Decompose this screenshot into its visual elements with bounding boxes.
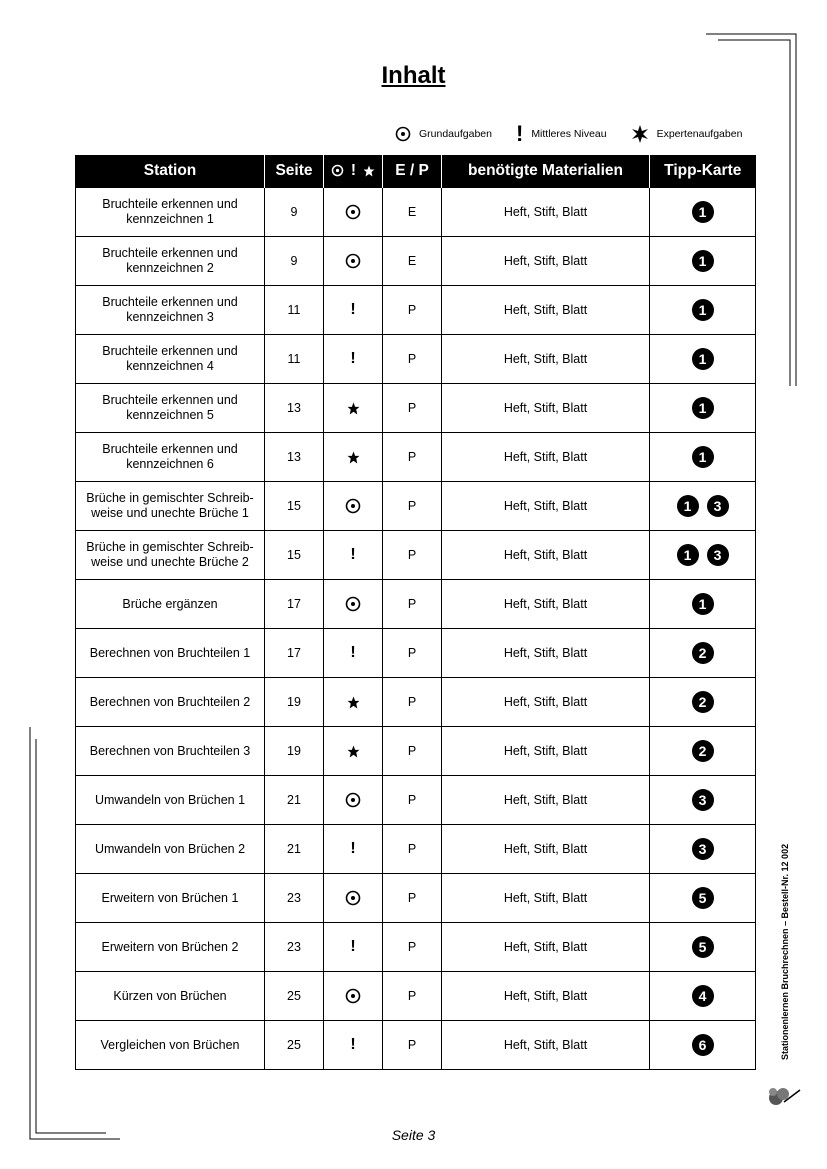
table-row	[76, 825, 756, 874]
star-icon	[347, 451, 360, 464]
table-row	[76, 923, 756, 972]
circle-dot-icon	[331, 164, 344, 177]
tipp-cell	[650, 482, 756, 531]
ep-cell: P	[383, 923, 442, 972]
niveau-cell	[324, 776, 383, 825]
tipp-cell	[650, 727, 756, 776]
table-row	[76, 335, 756, 384]
station-cell: Brüche ergänzen	[76, 580, 265, 629]
circle-dot-icon	[345, 498, 361, 514]
exclamation-icon: !	[350, 938, 356, 956]
niveau-cell	[324, 629, 383, 678]
star-icon	[347, 402, 360, 415]
ep-cell: P	[383, 384, 442, 433]
niveau-cell	[324, 1021, 383, 1070]
niveau-cell	[324, 188, 383, 237]
table-row	[76, 482, 756, 531]
station-cell: Vergleichen von Brüchen	[76, 1021, 265, 1070]
tipp-cell	[650, 580, 756, 629]
contents-table	[75, 155, 756, 1070]
station-cell: Umwandeln von Brüchen 2	[76, 825, 265, 874]
tipp-cell	[650, 433, 756, 482]
table-row	[76, 629, 756, 678]
header-niveau	[324, 155, 383, 188]
ep-cell: P	[383, 433, 442, 482]
tipp-badge: 2	[692, 740, 714, 762]
tipp-cell	[650, 825, 756, 874]
tipp-cell	[650, 531, 756, 580]
station-cell: Brüche in gemischter Schreib-weise und unechte Brüche 2	[76, 531, 265, 580]
circle-dot-icon	[395, 126, 411, 142]
table-row	[76, 776, 756, 825]
materialien-cell: Heft, Stift, Blatt	[442, 286, 650, 335]
tipp-badge: 1	[677, 544, 699, 566]
header-station: Station	[76, 155, 265, 188]
ep-cell: P	[383, 531, 442, 580]
circle-dot-icon	[345, 596, 361, 612]
seite-cell: 23	[265, 874, 324, 923]
materialien-cell: Heft, Stift, Blatt	[442, 874, 650, 923]
legend	[395, 122, 742, 146]
side-caption: Stationenlernen Bruchrechnen – Bestell-Nr. 12 002	[780, 843, 790, 1060]
tipp-badge: 1	[677, 495, 699, 517]
exclamation-icon: !	[350, 1036, 356, 1054]
table-row	[76, 188, 756, 237]
tipp-cell	[650, 678, 756, 727]
tipp-cell	[650, 237, 756, 286]
seite-cell: 17	[265, 629, 324, 678]
ep-cell: E	[383, 237, 442, 286]
table-row	[76, 286, 756, 335]
exclamation-icon: !	[350, 301, 356, 319]
star-icon	[347, 745, 360, 758]
niveau-cell	[324, 286, 383, 335]
header-materialien: benötigte Materialien	[442, 155, 650, 188]
page-number: Seite 3	[391, 1127, 436, 1143]
station-cell: Erweitern von Brüchen 1	[76, 874, 265, 923]
materialien-cell: Heft, Stift, Blatt	[442, 727, 650, 776]
star-icon	[363, 165, 375, 177]
ep-cell: P	[383, 825, 442, 874]
niveau-cell	[324, 972, 383, 1021]
header-ep: E / P	[383, 155, 442, 188]
tipp-badge: 1	[692, 348, 714, 370]
seite-cell: 19	[265, 678, 324, 727]
legend-label: Grundaufgaben	[419, 128, 492, 140]
table-row	[76, 433, 756, 482]
materialien-cell: Heft, Stift, Blatt	[442, 482, 650, 531]
materialien-cell: Heft, Stift, Blatt	[442, 237, 650, 286]
niveau-cell	[324, 580, 383, 629]
tipp-cell	[650, 629, 756, 678]
exclamation-icon: !	[515, 121, 524, 146]
tipp-badge: 1	[692, 201, 714, 223]
circle-dot-icon	[345, 988, 361, 1004]
tipp-badge: 1	[692, 593, 714, 615]
materialien-cell: Heft, Stift, Blatt	[442, 923, 650, 972]
niveau-cell	[324, 482, 383, 531]
niveau-cell	[324, 433, 383, 482]
tipp-badge: 1	[692, 299, 714, 321]
seite-cell: 13	[265, 384, 324, 433]
circle-dot-icon	[345, 253, 361, 269]
tipp-cell	[650, 972, 756, 1021]
tipp-badge: 2	[692, 691, 714, 713]
station-cell: Kürzen von Brüchen	[76, 972, 265, 1021]
tipp-badge: 2	[692, 642, 714, 664]
materialien-cell: Heft, Stift, Blatt	[442, 580, 650, 629]
station-cell: Bruchteile erkennen und kennzeichnen 2	[76, 237, 265, 286]
station-cell: Bruchteile erkennen und kennzeichnen 3	[76, 286, 265, 335]
table-row	[76, 580, 756, 629]
exclamation-icon: !	[350, 350, 356, 368]
tipp-badge: 3	[692, 838, 714, 860]
ep-cell: P	[383, 727, 442, 776]
seite-cell: 11	[265, 335, 324, 384]
seite-cell: 9	[265, 188, 324, 237]
legend-label: Expertenaufgaben	[656, 128, 743, 140]
tipp-badge: 5	[692, 887, 714, 909]
seite-cell: 13	[265, 433, 324, 482]
table-row	[76, 874, 756, 923]
materialien-cell: Heft, Stift, Blatt	[442, 1021, 650, 1070]
table-header-row	[76, 155, 756, 188]
exclamation-icon: !	[350, 546, 356, 564]
station-cell: Bruchteile erkennen und kennzeichnen 5	[76, 384, 265, 433]
station-cell: Erweitern von Brüchen 2	[76, 923, 265, 972]
tipp-badge: 1	[692, 250, 714, 272]
seite-cell: 23	[265, 923, 324, 972]
station-cell: Bruchteile erkennen und kennzeichnen 4	[76, 335, 265, 384]
seite-cell: 19	[265, 727, 324, 776]
table-row	[76, 531, 756, 580]
star-icon	[631, 125, 649, 143]
table-row	[76, 1021, 756, 1070]
tipp-badge: 1	[692, 397, 714, 419]
table-row	[76, 237, 756, 286]
niveau-cell	[324, 384, 383, 433]
seite-cell: 21	[265, 825, 324, 874]
tipp-cell	[650, 286, 756, 335]
header-seite: Seite	[265, 155, 324, 188]
tipp-cell	[650, 776, 756, 825]
legend-item-mittel	[516, 121, 607, 147]
station-cell: Umwandeln von Brüchen 1	[76, 776, 265, 825]
tipp-cell	[650, 923, 756, 972]
niveau-cell	[324, 874, 383, 923]
ep-cell: P	[383, 678, 442, 727]
niveau-cell	[324, 923, 383, 972]
tipp-cell	[650, 188, 756, 237]
ep-cell: E	[383, 188, 442, 237]
niveau-cell	[324, 727, 383, 776]
station-cell: Berechnen von Bruchteilen 3	[76, 727, 265, 776]
materialien-cell: Heft, Stift, Blatt	[442, 629, 650, 678]
materialien-cell: Heft, Stift, Blatt	[442, 188, 650, 237]
station-cell: Brüche in gemischter Schreib-weise und unechte Brüche 1	[76, 482, 265, 531]
materialien-cell: Heft, Stift, Blatt	[442, 433, 650, 482]
exclamation-icon: !	[350, 644, 356, 662]
niveau-cell	[324, 335, 383, 384]
ep-cell: P	[383, 629, 442, 678]
materialien-cell: Heft, Stift, Blatt	[442, 531, 650, 580]
ep-cell: P	[383, 286, 442, 335]
circle-dot-icon	[345, 890, 361, 906]
materialien-cell: Heft, Stift, Blatt	[442, 972, 650, 1021]
page-title: Inhalt	[381, 62, 446, 89]
station-cell: Bruchteile erkennen und kennzeichnen 6	[76, 433, 265, 482]
ep-cell: P	[383, 580, 442, 629]
ep-cell: P	[383, 1021, 442, 1070]
tipp-badge: 4	[692, 985, 714, 1007]
seite-cell: 21	[265, 776, 324, 825]
table-row	[76, 678, 756, 727]
materialien-cell: Heft, Stift, Blatt	[442, 776, 650, 825]
publisher-logo	[766, 1080, 806, 1110]
tipp-cell	[650, 1021, 756, 1070]
table-row	[76, 727, 756, 776]
niveau-cell	[324, 678, 383, 727]
ep-cell: P	[383, 972, 442, 1021]
tipp-badge: 6	[692, 1034, 714, 1056]
tipp-badge: 3	[707, 495, 729, 517]
header-tipp: Tipp-Karte	[650, 155, 756, 188]
exclamation-icon: !	[350, 840, 356, 858]
niveau-cell	[324, 825, 383, 874]
seite-cell: 9	[265, 237, 324, 286]
legend-label: Mittleres Niveau	[531, 128, 607, 140]
legend-item-experten	[631, 125, 743, 143]
tipp-badge: 5	[692, 936, 714, 958]
tipp-badge: 1	[692, 446, 714, 468]
ep-cell: P	[383, 874, 442, 923]
seite-cell: 17	[265, 580, 324, 629]
materialien-cell: Heft, Stift, Blatt	[442, 335, 650, 384]
materialien-cell: Heft, Stift, Blatt	[442, 384, 650, 433]
tipp-badge: 3	[707, 544, 729, 566]
table-row	[76, 384, 756, 433]
materialien-cell: Heft, Stift, Blatt	[442, 678, 650, 727]
star-icon	[347, 696, 360, 709]
seite-cell: 25	[265, 972, 324, 1021]
niveau-cell	[324, 237, 383, 286]
tipp-cell	[650, 874, 756, 923]
station-cell: Berechnen von Bruchteilen 2	[76, 678, 265, 727]
seite-cell: 11	[265, 286, 324, 335]
materialien-cell: Heft, Stift, Blatt	[442, 825, 650, 874]
exclamation-icon: !	[350, 162, 357, 179]
ep-cell: P	[383, 776, 442, 825]
seite-cell: 15	[265, 482, 324, 531]
legend-item-grund	[395, 126, 492, 142]
tipp-badge: 3	[692, 789, 714, 811]
ep-cell: P	[383, 482, 442, 531]
ep-cell: P	[383, 335, 442, 384]
tipp-cell	[650, 335, 756, 384]
circle-dot-icon	[345, 792, 361, 808]
tipp-cell	[650, 384, 756, 433]
niveau-cell	[324, 531, 383, 580]
table-row	[76, 972, 756, 1021]
seite-cell: 15	[265, 531, 324, 580]
seite-cell: 25	[265, 1021, 324, 1070]
station-cell: Berechnen von Bruchteilen 1	[76, 629, 265, 678]
circle-dot-icon	[345, 204, 361, 220]
station-cell: Bruchteile erkennen und kennzeichnen 1	[76, 188, 265, 237]
